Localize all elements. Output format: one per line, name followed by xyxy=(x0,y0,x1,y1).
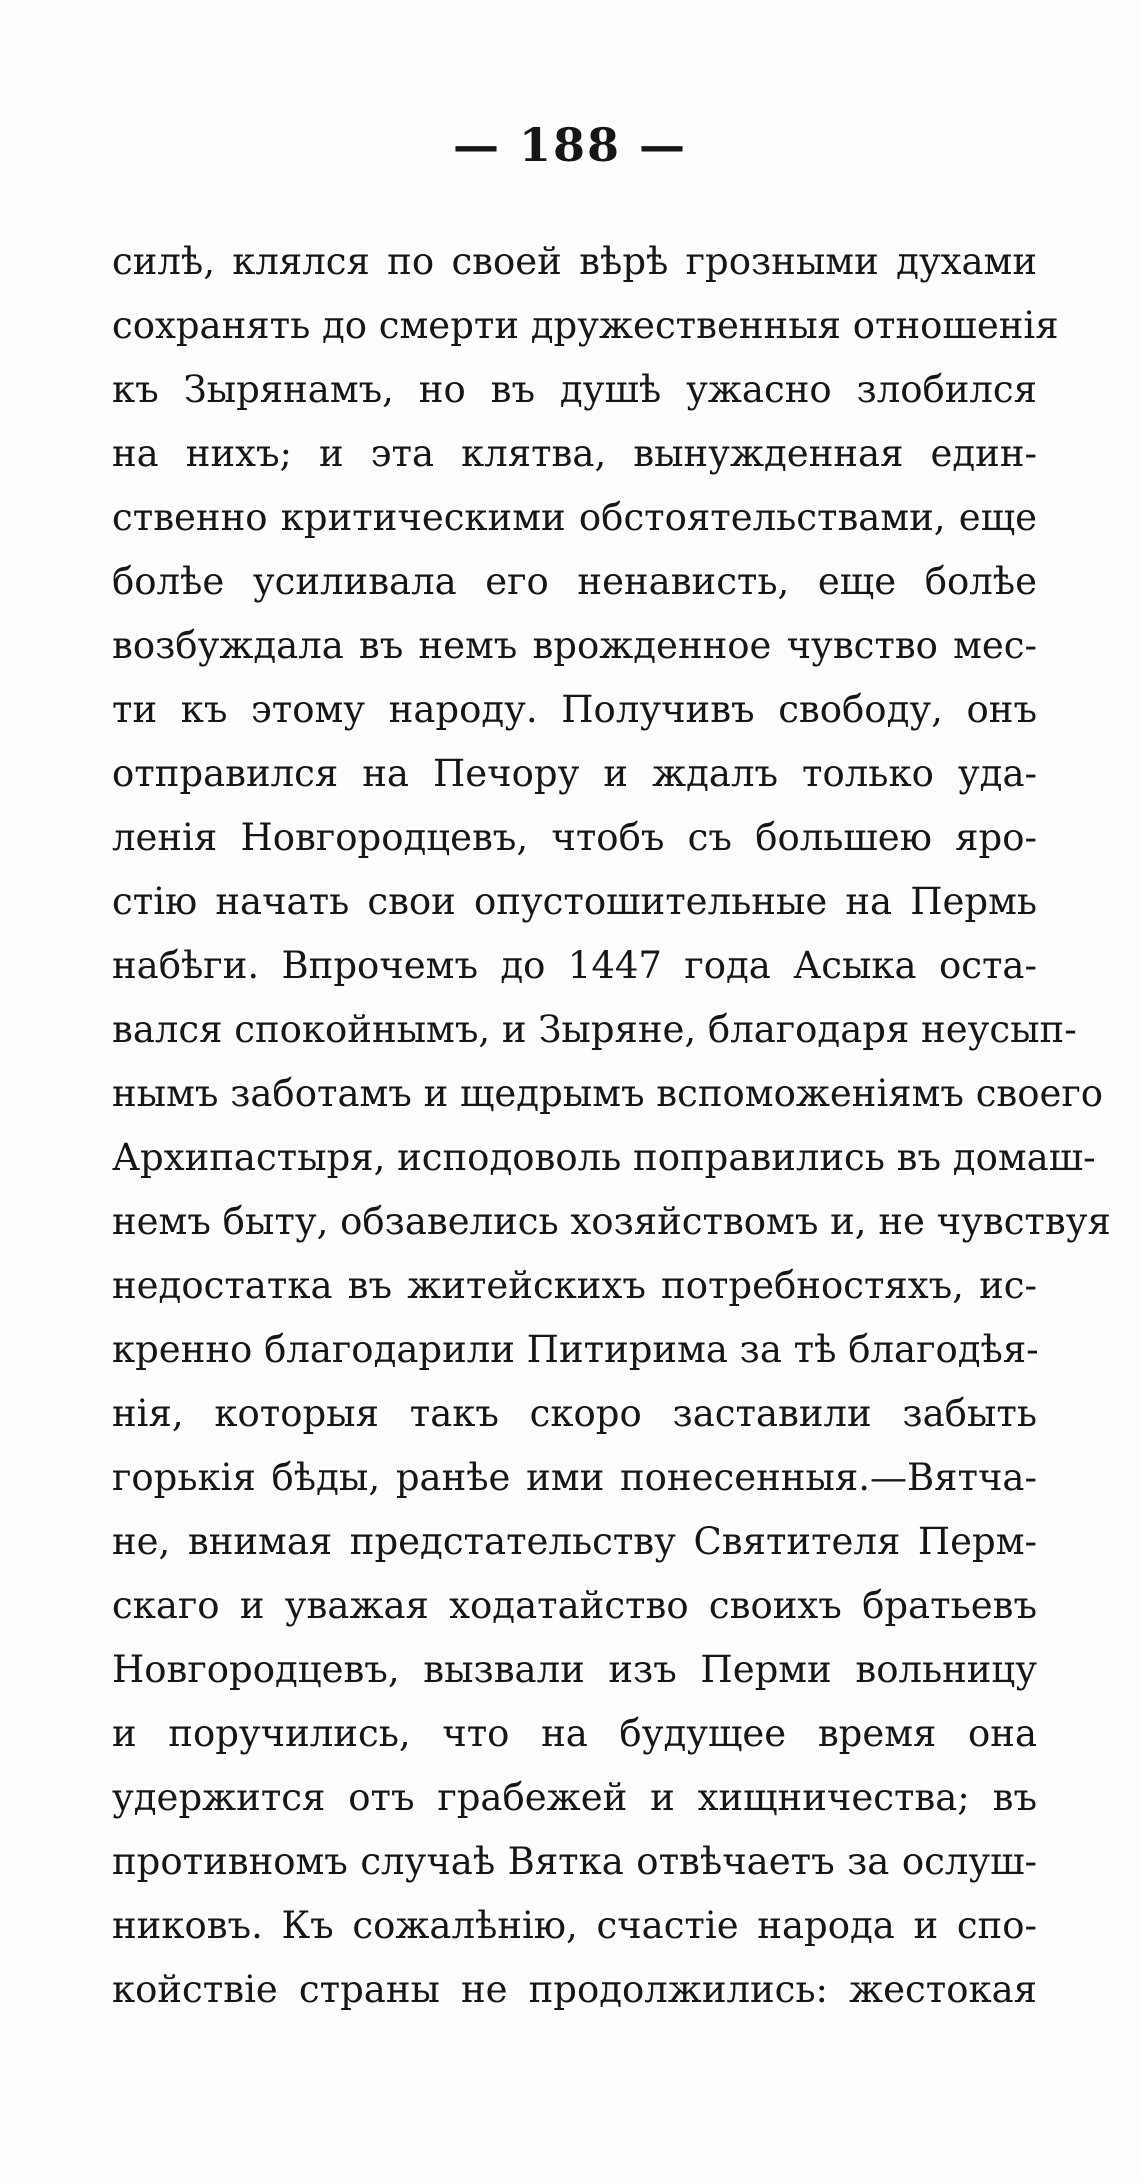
text-line: ленія Новгородцевъ, чтобъ съ большею яро- xyxy=(112,816,1037,859)
page-number: — 188 — xyxy=(452,118,688,172)
text-line: стію начать свои опустошительные на Пермь xyxy=(112,880,1037,923)
text-line: сохранять до смерти дружественныя отношенія xyxy=(112,304,1059,347)
text-line: нымъ заботамъ и щедрымъ вспоможеніямъ своего xyxy=(112,1072,1104,1115)
text-line: нія, которыя такъ скоро заставили забыть xyxy=(112,1392,1037,1435)
text-line: никовъ. Къ сожалѣнію, счастіе народа и спо- xyxy=(112,1904,1037,1947)
text-line: противномъ случаѣ Вятка отвѣчаетъ за ослуш- xyxy=(112,1840,1037,1883)
text-line: скаго и уважая ходатайство своихъ братьевъ xyxy=(112,1584,1037,1627)
body-text xyxy=(112,230,1111,2022)
text-line: болѣе усиливала его ненависть, еще болѣе xyxy=(112,560,1037,603)
text-line: вался спокойнымъ, и Зыряне, благодаря неусып- xyxy=(112,1008,1077,1051)
text-line: силѣ, клялся по своей вѣрѣ грозными духами xyxy=(112,240,1037,283)
text-line: горькія бѣды, ранѣе ими понесенныя.—Вятча- xyxy=(112,1456,1037,1499)
text-line: недостатка въ житейскихъ потребностяхъ, ис- xyxy=(112,1264,1037,1307)
text-line: Архипастыря, исподоволь поправились въ домаш- xyxy=(112,1136,1096,1179)
text-line: Новгородцевъ, вызвали изъ Перми вольницу xyxy=(112,1648,1037,1691)
text-line: не, внимая предстательству Святителя Перм- xyxy=(112,1520,1037,1563)
text-line: койствіе страны не продолжились: жестокая xyxy=(112,1968,1037,2011)
text-line: немъ быту, обзавелись хозяйствомъ и, не чувствуя xyxy=(112,1200,1111,1243)
text-line: ственно критическими обстоятельствами, еще xyxy=(112,496,1037,539)
text-line: набѣги. Впрочемъ до 1447 года Асыка оста- xyxy=(112,944,1037,987)
text-line: на нихъ; и эта клятва, вынужденная един- xyxy=(112,432,1037,475)
text-line: отправился на Печору и ждалъ только уда- xyxy=(112,752,1037,795)
text-line: ти къ этому народу. Получивъ свободу, онъ xyxy=(112,688,1037,731)
text-line: возбуждала въ немъ врожденное чувство мес- xyxy=(112,624,1037,667)
text-line: къ Зырянамъ, но въ душѣ ужасно злобился xyxy=(112,368,1037,411)
text-line: и поручились, что на будущее время она xyxy=(112,1712,1037,1755)
text-line: кренно благодарили Питирима за тѣ благодѣя- xyxy=(112,1328,1039,1371)
text-line: удержится отъ грабежей и хищничества; въ xyxy=(112,1776,1037,1819)
